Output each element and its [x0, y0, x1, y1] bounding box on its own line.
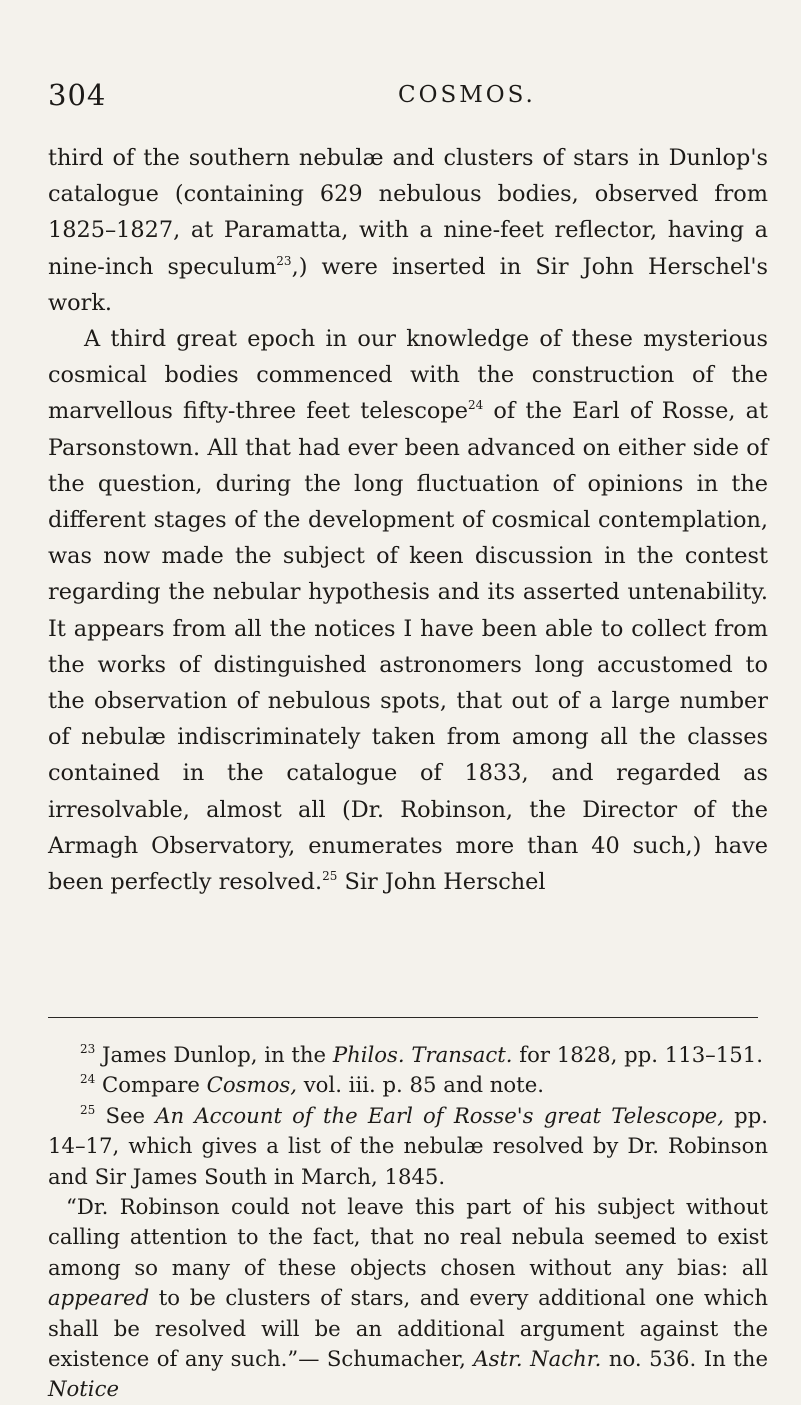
paragraph-2-text-end: Sir John Herschel	[337, 869, 546, 896]
footnotes	[48, 1040, 768, 1405]
footnote-text: for 1828, pp. 113–151.	[512, 1042, 763, 1067]
footnote-mark: 23	[80, 1042, 96, 1056]
footnote-24	[48, 1070, 768, 1100]
footnote-title: Cosmos,	[206, 1072, 297, 1098]
paragraph-2-text: A third great epoch in our knowledge of these mysterious cosmical bodies commenced with the construction of the marvellous fifty-three feet telescope	[48, 326, 768, 425]
footnote-23	[48, 1040, 768, 1070]
footnote-ref-24: 24	[467, 398, 484, 413]
body-text	[48, 140, 768, 900]
footnote-quote	[48, 1192, 768, 1405]
footnote-ref-25: 25	[322, 869, 338, 884]
quote-title: Astr. Nachr.	[473, 1346, 602, 1372]
page-number: 304	[48, 78, 107, 112]
footnote-text: pp. 14–17, which gives a list of the nebulæ resolved by Dr. Robinson and Sir James South in March, 1845.	[48, 1102, 768, 1189]
footnote-text: vol. iii. p. 85 and note.	[296, 1072, 544, 1098]
footnote-mark: 24	[80, 1072, 96, 1087]
footnote-text: James Dunlop, in the	[95, 1042, 333, 1067]
paragraph-1-text-end: ,) were inserted in Sir John Herschel's work.	[48, 253, 768, 316]
paragraph-2	[48, 321, 768, 900]
footnote-text: See	[95, 1102, 156, 1128]
footnote-divider	[48, 1017, 758, 1018]
footnote-25	[48, 1101, 768, 1192]
quote-title-end: Notice	[48, 1376, 119, 1402]
paragraph-2-text-mid: of the Earl of Rosse, at Parsonstown. All that had ever been advanced on either side of the question, during the long fluctuation of opinions in the different stages of the development of cosmical contemplation, was now made the subject of keen discussion in the contest regarding the nebular hypothesis and its asserted untenability. It appears from all the notices I have been able to collect from the works of distinguished astronomers long accustomed to the observation of nebulous spots, that out of a large number of nebulæ indiscriminately taken from among all the classes contained in the catalogue of 1833, and regarded as irresolvable, almost all (Dr. Robinson, the Director of the Armagh Observatory, enumerates more than 40 such,) have been perfectly resolved.	[48, 398, 768, 896]
running-title: COSMOS.	[398, 82, 536, 108]
paragraph-1	[48, 140, 768, 321]
running-head	[48, 78, 753, 112]
footnote-text: Compare	[95, 1072, 207, 1098]
paragraph-1-text: third of the southern nebulæ and clusters of stars in Dunlop's catalogue (containing 629 nebulous bodies, observed from 1825–1827, at Paramatta, with a nine-feet reflector, having a nine-inch speculum	[48, 145, 768, 280]
footnote-title: Philos. Transact.	[332, 1042, 513, 1067]
footnote-title: An Account of the Earl of Rosse's great Telescope,	[155, 1102, 724, 1128]
quote-text: no. 536. In the	[601, 1346, 768, 1372]
footnote-ref-23: 23	[276, 253, 292, 268]
quote-text: “Dr. Robinson could not leave this part of his subject without calling attention to the fact, that no real nebula seemed to exist among so many of these objects chosen without any bias: all	[48, 1194, 768, 1280]
quote-text: to be clusters of stars, and every additional one which shall be resolved will be an additional argument against the existence of any such.”— Schumacher,	[48, 1285, 768, 1372]
quote-emphasis: appeared	[48, 1285, 150, 1311]
footnote-mark: 25	[80, 1102, 96, 1117]
